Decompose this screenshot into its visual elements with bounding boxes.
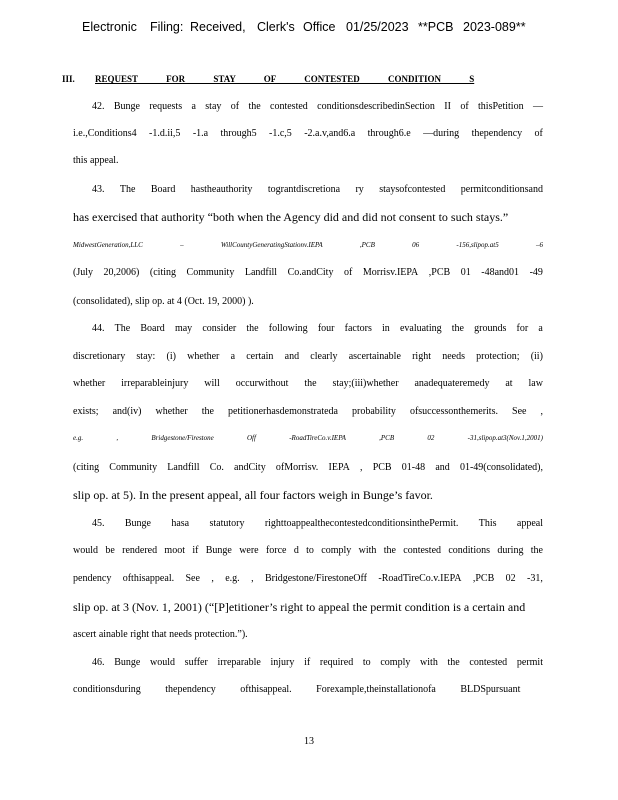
word: Bridgestone/Firestone bbox=[151, 434, 214, 442]
word: ascertainable bbox=[348, 351, 401, 362]
text-line bbox=[73, 128, 543, 139]
word: the bbox=[451, 323, 464, 334]
word: requests bbox=[149, 101, 183, 112]
word: and bbox=[284, 351, 300, 362]
word: if bbox=[192, 545, 199, 556]
word: -156,slipop.at5 bbox=[456, 241, 499, 249]
word: would bbox=[73, 545, 98, 556]
word: force bbox=[265, 545, 287, 556]
word: –6 bbox=[536, 241, 543, 249]
word: ,PCB bbox=[428, 267, 451, 278]
word: staysofcontested bbox=[379, 184, 446, 195]
word: e.g. bbox=[73, 434, 84, 442]
word: ofMorrisv. bbox=[275, 462, 319, 473]
word: and(iv) bbox=[112, 406, 142, 417]
word: with bbox=[420, 657, 438, 668]
word: (citing bbox=[73, 462, 100, 473]
word: four bbox=[317, 323, 335, 334]
text-line bbox=[92, 184, 543, 195]
word: Bunge bbox=[114, 657, 141, 668]
word: (ii) bbox=[530, 351, 543, 362]
word: andCity bbox=[234, 462, 266, 473]
word: with bbox=[358, 545, 377, 556]
word: exists; bbox=[73, 406, 99, 417]
section-title: REQUEST FOR STAY OF CONTESTED CONDITION S bbox=[95, 74, 475, 84]
word: irreparableinjury bbox=[121, 378, 189, 389]
word: Board bbox=[150, 184, 176, 195]
word: 43. bbox=[92, 184, 105, 195]
word: will bbox=[204, 378, 220, 389]
word: a bbox=[538, 323, 543, 334]
word: 06 bbox=[412, 241, 420, 249]
word: comply bbox=[380, 657, 411, 668]
word: -RoadTireCo.v.IEPA bbox=[378, 573, 462, 584]
word: Off bbox=[247, 434, 256, 442]
word: permit bbox=[516, 657, 543, 668]
word: during bbox=[497, 545, 524, 556]
word: ,PCB bbox=[472, 573, 495, 584]
word: PCB bbox=[372, 462, 392, 473]
word: Morrisv.IEPA bbox=[362, 267, 419, 278]
word: of bbox=[230, 101, 240, 112]
text-line: slip op. at 3 (Nov. 1, 2001) (“[P]etitioner’s right to appeal the permit condition is a certain and bbox=[73, 600, 526, 614]
word: , bbox=[116, 434, 119, 442]
text-line bbox=[92, 657, 543, 668]
word: may bbox=[174, 323, 193, 334]
word: were bbox=[239, 545, 259, 556]
word: The bbox=[119, 184, 136, 195]
word: -1.c,5 bbox=[269, 128, 292, 139]
word: at bbox=[505, 378, 513, 389]
word: probability bbox=[352, 406, 396, 417]
word: 42. bbox=[92, 101, 105, 112]
header-word: **PCB bbox=[418, 20, 454, 34]
word: Bunge bbox=[113, 101, 140, 112]
word: discretionary bbox=[73, 351, 126, 362]
word: See bbox=[512, 406, 527, 417]
word: 02 bbox=[505, 573, 516, 584]
word: tograntdiscretiona bbox=[267, 184, 341, 195]
word: This bbox=[478, 518, 497, 529]
word: rendered bbox=[122, 545, 158, 556]
word: whether bbox=[73, 378, 106, 389]
word: 20,2006) bbox=[103, 267, 140, 278]
word: for bbox=[516, 323, 529, 334]
text-line bbox=[73, 545, 543, 556]
word: (July bbox=[73, 267, 93, 278]
word: 01 bbox=[460, 267, 471, 278]
word: – bbox=[180, 241, 184, 249]
word: , bbox=[251, 573, 254, 584]
word: permitconditionsand bbox=[460, 184, 543, 195]
word: MidwestGeneration,LLC bbox=[73, 241, 143, 249]
word: Bunge bbox=[124, 518, 151, 529]
word: -31,slipop.at3(Nov.1,2001) bbox=[467, 434, 543, 442]
word: Co.andCity bbox=[287, 267, 334, 278]
word: the bbox=[248, 101, 261, 112]
word: Bridgestone/FirestoneOff bbox=[264, 573, 367, 584]
word: — bbox=[532, 101, 543, 112]
word: righttoappealthecontestedconditionsinthePermit. bbox=[264, 518, 459, 529]
word: to bbox=[362, 657, 371, 668]
word: 02 bbox=[427, 434, 435, 442]
word: petitionerhasdemonstrateda bbox=[228, 406, 338, 417]
text-line bbox=[73, 434, 543, 442]
word: a bbox=[191, 101, 196, 112]
text-line: this appeal. bbox=[73, 155, 119, 166]
word: hastheauthority bbox=[190, 184, 253, 195]
text-line: has exercised that authority “both when the Agency did and did not consent to such stays.” bbox=[73, 210, 509, 224]
section-number: III. bbox=[62, 74, 75, 84]
word: —during bbox=[423, 128, 460, 139]
word: Co. bbox=[209, 462, 224, 473]
word: following bbox=[268, 323, 308, 334]
word: Community bbox=[186, 267, 235, 278]
word: Landfill bbox=[244, 267, 278, 278]
word: occurwithout bbox=[235, 378, 289, 389]
text-line bbox=[73, 573, 543, 584]
word: injury bbox=[270, 657, 295, 668]
word: through5 bbox=[220, 128, 257, 139]
text-line: slip op. at 5). In the present appeal, all four factors weigh in Bunge’s favor. bbox=[73, 488, 433, 502]
word: irreparable bbox=[217, 657, 261, 668]
word: moot bbox=[164, 545, 185, 556]
word: The bbox=[114, 323, 131, 334]
word: , bbox=[211, 573, 214, 584]
header-word: Filing: bbox=[150, 20, 184, 34]
word: ofsuccessonthemerits. bbox=[409, 406, 498, 417]
page-number: 13 bbox=[304, 736, 314, 747]
filing-header bbox=[0, 16, 618, 40]
word: Board bbox=[140, 323, 165, 334]
word: (i) bbox=[166, 351, 176, 362]
word: 01-48 bbox=[401, 462, 426, 473]
word: conditionsdescribedinSection bbox=[317, 101, 435, 112]
word: e.g. bbox=[225, 573, 240, 584]
header-word: 2023-089** bbox=[463, 20, 526, 34]
text-line: conditionsduring thependency ofthisappeal. Forexample,theinstallationofa BLDSpursuant bbox=[73, 684, 521, 695]
word: (citing bbox=[149, 267, 177, 278]
word: -49 bbox=[529, 267, 543, 278]
word: ,PCB bbox=[359, 241, 375, 249]
word: anadequateremedy bbox=[414, 378, 490, 389]
word: a bbox=[230, 351, 236, 362]
word: 46. bbox=[92, 657, 105, 668]
word: 44. bbox=[92, 323, 105, 334]
word: whether bbox=[187, 351, 220, 362]
word: the bbox=[383, 545, 396, 556]
word: clearly bbox=[310, 351, 338, 362]
header-word: 01/25/2023 bbox=[346, 20, 409, 34]
text-line: (consolidated), slip op. at 4 (Oct. 19, 2000) ). bbox=[73, 296, 254, 307]
word: statutory bbox=[209, 518, 245, 529]
word: in bbox=[382, 323, 390, 334]
word: WillCountyGeneratingStationv.IEPA bbox=[220, 241, 323, 249]
word: thependency bbox=[471, 128, 523, 139]
word: right bbox=[412, 351, 431, 362]
text-line bbox=[92, 323, 543, 334]
word: consider bbox=[202, 323, 237, 334]
word: factors bbox=[344, 323, 372, 334]
word: be bbox=[105, 545, 115, 556]
word: -RoadTireCo.v.IEPA bbox=[289, 434, 346, 442]
word: law bbox=[528, 378, 543, 389]
word: IEPA bbox=[328, 462, 350, 473]
word: would bbox=[149, 657, 175, 668]
word: , bbox=[540, 406, 543, 417]
word: contested bbox=[403, 545, 442, 556]
word: pendency bbox=[73, 573, 112, 584]
header-word: Electronic bbox=[82, 20, 137, 34]
word: ,PCB bbox=[379, 434, 395, 442]
word: Community bbox=[109, 462, 158, 473]
word: appeal bbox=[516, 518, 543, 529]
word: whether bbox=[155, 406, 188, 417]
word: stay;(iii)whether bbox=[332, 378, 399, 389]
word: to bbox=[306, 545, 314, 556]
word: contested bbox=[270, 101, 308, 112]
text-line bbox=[73, 241, 543, 249]
word: of bbox=[460, 101, 469, 112]
word: thisPetition bbox=[478, 101, 524, 112]
word: d bbox=[293, 545, 299, 556]
word: the bbox=[447, 657, 460, 668]
word: and bbox=[435, 462, 450, 473]
header-word: Clerk's bbox=[257, 20, 295, 34]
word: the bbox=[530, 545, 543, 556]
word: stay: bbox=[136, 351, 156, 362]
word: , bbox=[360, 462, 363, 473]
text-line: ascert ainable right that needs protection.”). bbox=[73, 629, 248, 640]
word: stay bbox=[205, 101, 222, 112]
word: grounds bbox=[474, 323, 507, 334]
word: -2.a.v,and6.a bbox=[304, 128, 356, 139]
word: through6.e bbox=[367, 128, 411, 139]
word: conditions bbox=[448, 545, 491, 556]
header-word: Received, bbox=[190, 20, 246, 34]
word: ry bbox=[355, 184, 364, 195]
word: 45. bbox=[92, 518, 105, 529]
text-line bbox=[73, 406, 543, 417]
word: ofthisappeal. bbox=[122, 573, 175, 584]
word: if bbox=[304, 657, 311, 668]
word: of bbox=[534, 128, 543, 139]
word: Bunge bbox=[205, 545, 232, 556]
word: contested bbox=[469, 657, 508, 668]
word: the bbox=[246, 323, 259, 334]
text-line bbox=[92, 101, 543, 112]
word: i.e.,Conditions4 bbox=[73, 128, 137, 139]
word: -31, bbox=[527, 573, 543, 584]
word: comply bbox=[321, 545, 352, 556]
word: -1.a bbox=[192, 128, 209, 139]
word: needs bbox=[442, 351, 465, 362]
word: See bbox=[185, 573, 200, 584]
word: the bbox=[201, 406, 214, 417]
word: -1.d.ii,5 bbox=[149, 128, 181, 139]
word: evaluating bbox=[399, 323, 442, 334]
word: of bbox=[344, 267, 353, 278]
text-line bbox=[73, 378, 543, 389]
text-line bbox=[92, 518, 543, 529]
word: Landfill bbox=[167, 462, 200, 473]
word: certain bbox=[246, 351, 274, 362]
header-word: Office bbox=[303, 20, 336, 34]
text-line bbox=[73, 351, 543, 362]
word: II bbox=[444, 101, 451, 112]
word: -48and01 bbox=[481, 267, 520, 278]
text-line bbox=[73, 462, 543, 473]
word: the bbox=[304, 378, 317, 389]
word: required bbox=[319, 657, 354, 668]
word: protection; bbox=[476, 351, 520, 362]
text-line bbox=[73, 267, 543, 278]
word: hasa bbox=[171, 518, 190, 529]
word: 01-49(consolidated), bbox=[459, 462, 543, 473]
word: suffer bbox=[184, 657, 208, 668]
